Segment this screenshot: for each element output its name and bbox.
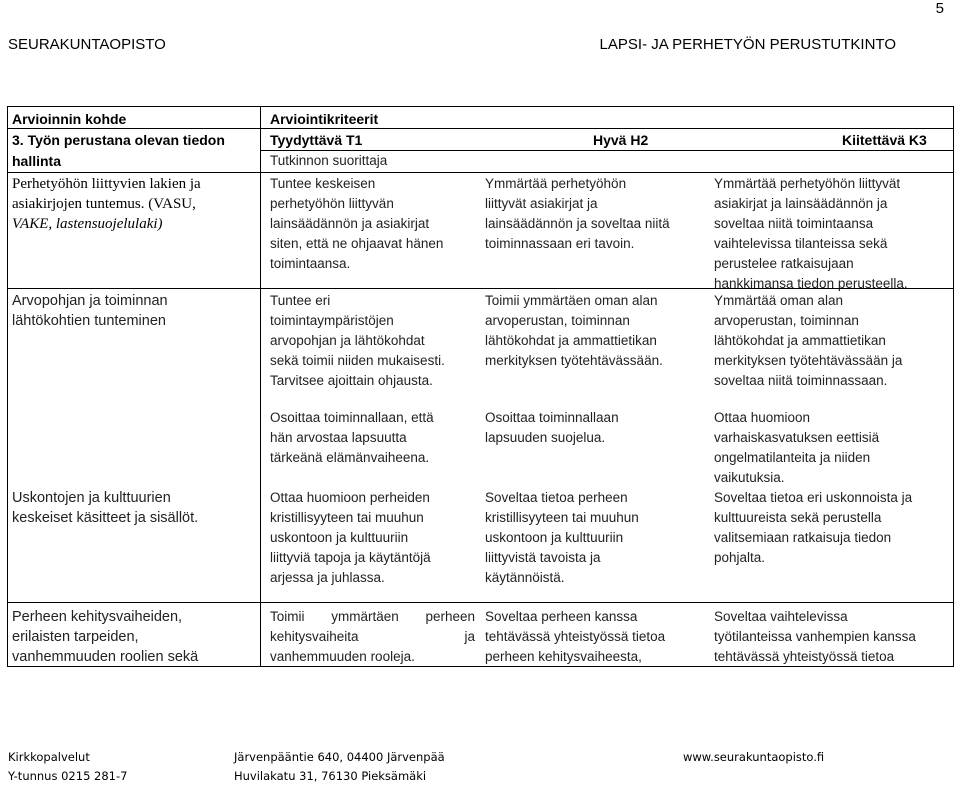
row-target: Arvopohjan ja toiminnan lähtökohtien tunteminen (12, 293, 168, 329)
row-k3: Ymmärtää oman alan arvoperustan, toiminnan lähtökohdat ja ammattietikan merkityksen työtehtävässään ja soveltaa niitä toiminnassaan. (714, 293, 903, 388)
header-left: SEURAKUNTAOPISTO (8, 36, 166, 53)
row-t1: Ottaa huomioon perheiden kristillisyyteen tai muuhun uskontoon ja kulttuuriin liittyviä tapoja ja käytäntöjä arjessa ja juhlassa. (270, 490, 431, 585)
head-divider-1 (8, 128, 953, 129)
row-t1: Toimii ymmärtäen perheen kehitysvaiheita ja vanhemmuuden rooleja. (270, 609, 475, 664)
col-kohde-sub-line1: 3. Työn perustana olevan tiedon (12, 132, 225, 148)
performer-label: Tutkinnon suorittaja (270, 153, 388, 168)
row-t1: Osoittaa toiminnallaan, että hän arvostaa lapsuutta tärkeänä elämänvaiheena. (270, 410, 434, 465)
row-h2: Osoittaa toiminnallaan lapsuuden suojelua. (485, 410, 619, 445)
col-kohde-title: Arvioinnin kohde (12, 111, 127, 127)
row-t1: Tuntee keskeisen perhetyöhön liittyvän lainsäädännön ja asiakirjat siten, että ne ohjaavat hänen toimintaansa. (270, 176, 444, 271)
row-h2: Toimii ymmärtäen oman alan arvoperustan, toiminnan lähtökohdat ja ammattietikan merkityksen työtehtävässään. (485, 293, 663, 368)
row-target: Uskontojen ja kulttuurien keskeiset käsitteet ja sisällöt. (12, 490, 199, 526)
grade-t1: Tyydyttävä T1 (270, 132, 363, 148)
footer-address-1: Järvenpääntie 640, 04400 Järvenpää (234, 750, 445, 764)
footer-address-2: Huvilakatu 31, 76130 Pieksämäki (234, 769, 427, 783)
table-row (8, 486, 953, 590)
table-row (8, 602, 953, 669)
header-right: LAPSI- JA PERHETYÖN PERUSTUTKINTO (599, 36, 896, 53)
row-k3: Ymmärtää perhetyöhön liittyvät asiakirjat ja lainsäädännön ja soveltaa niitä toimintaansa vaihtelevissa tilanteissa sekä perustelee ratkaisujaan hankkimansa tiedon perusteella. (714, 176, 908, 291)
row-t1: Tuntee eri toimintaympäristöjen arvopohjan ja lähtökohdat sekä toimii niiden mukaisesti. Tarvitsee ajoittain ohjausta. (270, 293, 445, 388)
page-footer (0, 748, 960, 788)
page-number: 5 (935, 0, 944, 17)
table-row (8, 172, 953, 289)
table-row (8, 288, 953, 405)
row-k3: Ottaa huomioon varhaiskasvatuksen eettisiä ongelmatilanteita ja niiden vaikutuksia. (714, 410, 880, 485)
row-target: Perhetyöhön liittyvien lakien ja asiakirjojen tuntemus. (VASU, VAKE, lastensuojelulaki) (12, 176, 201, 232)
row-h2: Soveltaa perheen kanssa tehtävässä yhteistyössä tietoa perheen kehitysvaiheesta, (485, 609, 666, 664)
row-k3: Soveltaa tietoa eri uskonnoista ja kulttuureista sekä perustella valitsemiaan ratkaisuja tiedon pohjalta. (714, 490, 913, 565)
row-h2: Soveltaa tietoa perheen kristillisyyteen tai muuhun uskontoon ja kulttuuriin liittyvistä tavoista ja käytännöistä. (485, 490, 639, 585)
grade-k3: Kiitettävä K3 (842, 132, 927, 148)
row-target: Perheen kehitysvaiheiden, erilaisten tarpeiden, vanhemmuuden roolien sekä (12, 609, 199, 665)
table-head (8, 107, 953, 172)
row-k3: Soveltaa vaihtelevissa työtilanteissa vanhempien kanssa tehtävässä yhteistyössä tietoa (714, 609, 916, 664)
footer-org: Kirkkopalvelut (8, 750, 90, 764)
grade-h2: Hyvä H2 (593, 132, 649, 148)
row-h2: Ymmärtää perhetyöhön liittyvät asiakirjat ja lainsäädännön ja soveltaa niitä toiminnassaan eri tavoin. (485, 176, 670, 251)
criteria-table (7, 106, 954, 667)
table-row (8, 404, 953, 486)
footer-web-link[interactable]: www.seurakuntaopisto.fi (683, 750, 825, 764)
col-criteria-title: Arviointikriteerit (270, 111, 379, 127)
page-header (0, 34, 960, 56)
col-kohde-sub-line2: hallinta (12, 153, 62, 169)
footer-ytunnus: Y-tunnus 0215 281-7 (8, 769, 128, 783)
